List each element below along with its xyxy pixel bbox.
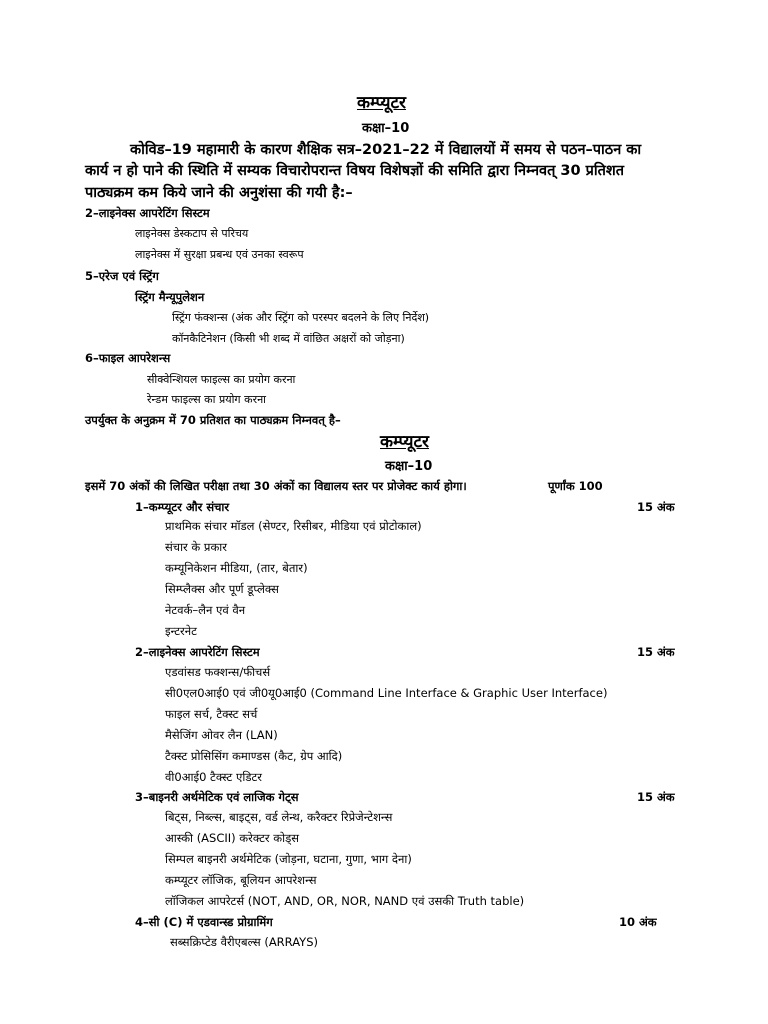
list-item: संचार के प्रकार [165,540,227,554]
intro-line-2: कार्य न हो पाने की स्थिति में सम्यक विचारोपरान्त विषय विशेषज्ञों की समिति द्वारा निम्नवत् 30 प्रतिशत [85,163,625,179]
list-item: सिम्प्लैक्स और पूर्ण डूप्लेक्स [165,582,279,596]
page-title: कम्प्यूटर [380,432,429,452]
unit-marks: 15 अंक [637,645,675,659]
section-heading: 2–लाइनेक्स आपरेटिंग सिस्टम [85,206,210,220]
page-title: कम्प्यूटर [357,93,406,113]
list-item: सी0एल0आई0 एवं जी0यू0आई0 (Command Line Interface & Graphic User Interface) [165,686,608,700]
unit-marks: 15 अंक [637,500,675,514]
exam-note: इसमें 70 अंकों की लिखित परीक्षा तथा 30 अंकों का विद्यालय स्तर पर प्रोजेक्ट कार्य होगा। [85,479,467,493]
unit-heading: 3–बाइनरी अर्थमेटिक एवं लाजिक गेट्स [135,790,299,804]
unit-marks: 10 अंक [619,915,657,929]
list-item: कॉनकैटिनेशन (किसी भी शब्द में वांछित अक्षरों को जोड़ना) [172,332,405,345]
section-heading: 5–एरेज एवं स्ट्रिंग [85,269,159,283]
total-marks: पूर्णांक 100 [548,479,603,493]
list-item: फाइल सर्च, टैक्स्ट सर्च [165,707,258,721]
list-item: इन्टरनेट [165,624,197,638]
class-label: कक्षा–10 [385,459,433,474]
list-item: वी0आई0 टैक्स्ट एडिटर [165,770,262,784]
class-label: कक्षा–10 [362,121,410,136]
list-item: कम्यूनिकेशन मीडिया, (तार, बेतार) [165,561,308,575]
list-item: प्राथमिक संचार मॉडल (सेण्टर, रिसीबर, मीडिया एवं प्रोटोकाल) [165,519,422,533]
unit-heading: 2–लाइनेक्स आपरेटिंग सिस्टम [135,645,260,659]
list-item: टैक्स्ट प्रोसिसिंग कमाण्डस (कैट, ग्रेप आदि) [165,749,343,763]
list-item: लॉजिकल आपरेटर्स (NOT, AND, OR, NOR, NAND एवं उसकी Truth table) [165,894,525,908]
transition-note: उपर्युक्त के अनुक्रम में 70 प्रतिशत का पाठ्यक्रम निम्नवत् है– [85,413,341,427]
unit-heading: 1–कम्प्यूटर और संचार [135,500,230,514]
list-item: कम्प्यूटर लॉजिक, बूलियन आपरेशन्स [165,873,317,887]
list-item: एडवांसड फक्शन्स/फीचर्स [165,665,271,679]
section-heading: 6–फाइल आपरेशन्स [85,351,171,365]
list-item: लाइनेक्स डेस्कटाप से परिचय [135,227,249,240]
list-item: रेन्डम फाइल्स का प्रयोग करना [147,393,267,406]
list-item: लाइनेक्स में सुरक्षा प्रबन्ध एवं उनका स्वरूप [135,248,304,261]
intro-line-3: पाठ्यक्रम कम किये जाने की अनुशंसा की गयी है:– [85,185,353,201]
list-item: मैसेजिंग ओवर लैन (LAN) [165,728,278,742]
unit-heading: 4–सी (C) में एडवान्स्ड प्रोग्रामिंग [135,915,273,929]
list-item: सीक्वेन्शियल फाइल्स का प्रयोग करना [147,373,296,386]
list-item: सिम्पल बाइनरी अर्थमेटिक (जोड़ना, घटाना, गुणा, भाग देना) [165,852,412,866]
intro-line-1: कोविड–19 महामारी के कारण शैक्षिक सत्र–2021–22 में विद्यालयों में समय से पठन–पाठन का [130,142,642,158]
unit-marks: 15 अंक [637,790,675,804]
list-item: स्ट्रिंग फंक्शन्स (अंक और स्ट्रिंग को परस्पर बदलने के लिए निर्देश) [172,311,430,324]
list-item: सब्सक्रिप्टेड वैरीएबल्स (ARRAYS) [170,935,318,949]
list-item: नेटवर्क–लैन एवं वैन [165,603,246,617]
list-item: आस्की (ASCII) करेक्टर कोड्स [165,831,299,845]
subsection-heading: स्ट्रिंग मैन्यूपुलेशन [135,290,205,304]
list-item: बिट्स, निब्ल्स, बाइट्स, वर्ड लेन्थ, करैक्टर रिप्रेजेन्टेशन्स [165,810,393,824]
